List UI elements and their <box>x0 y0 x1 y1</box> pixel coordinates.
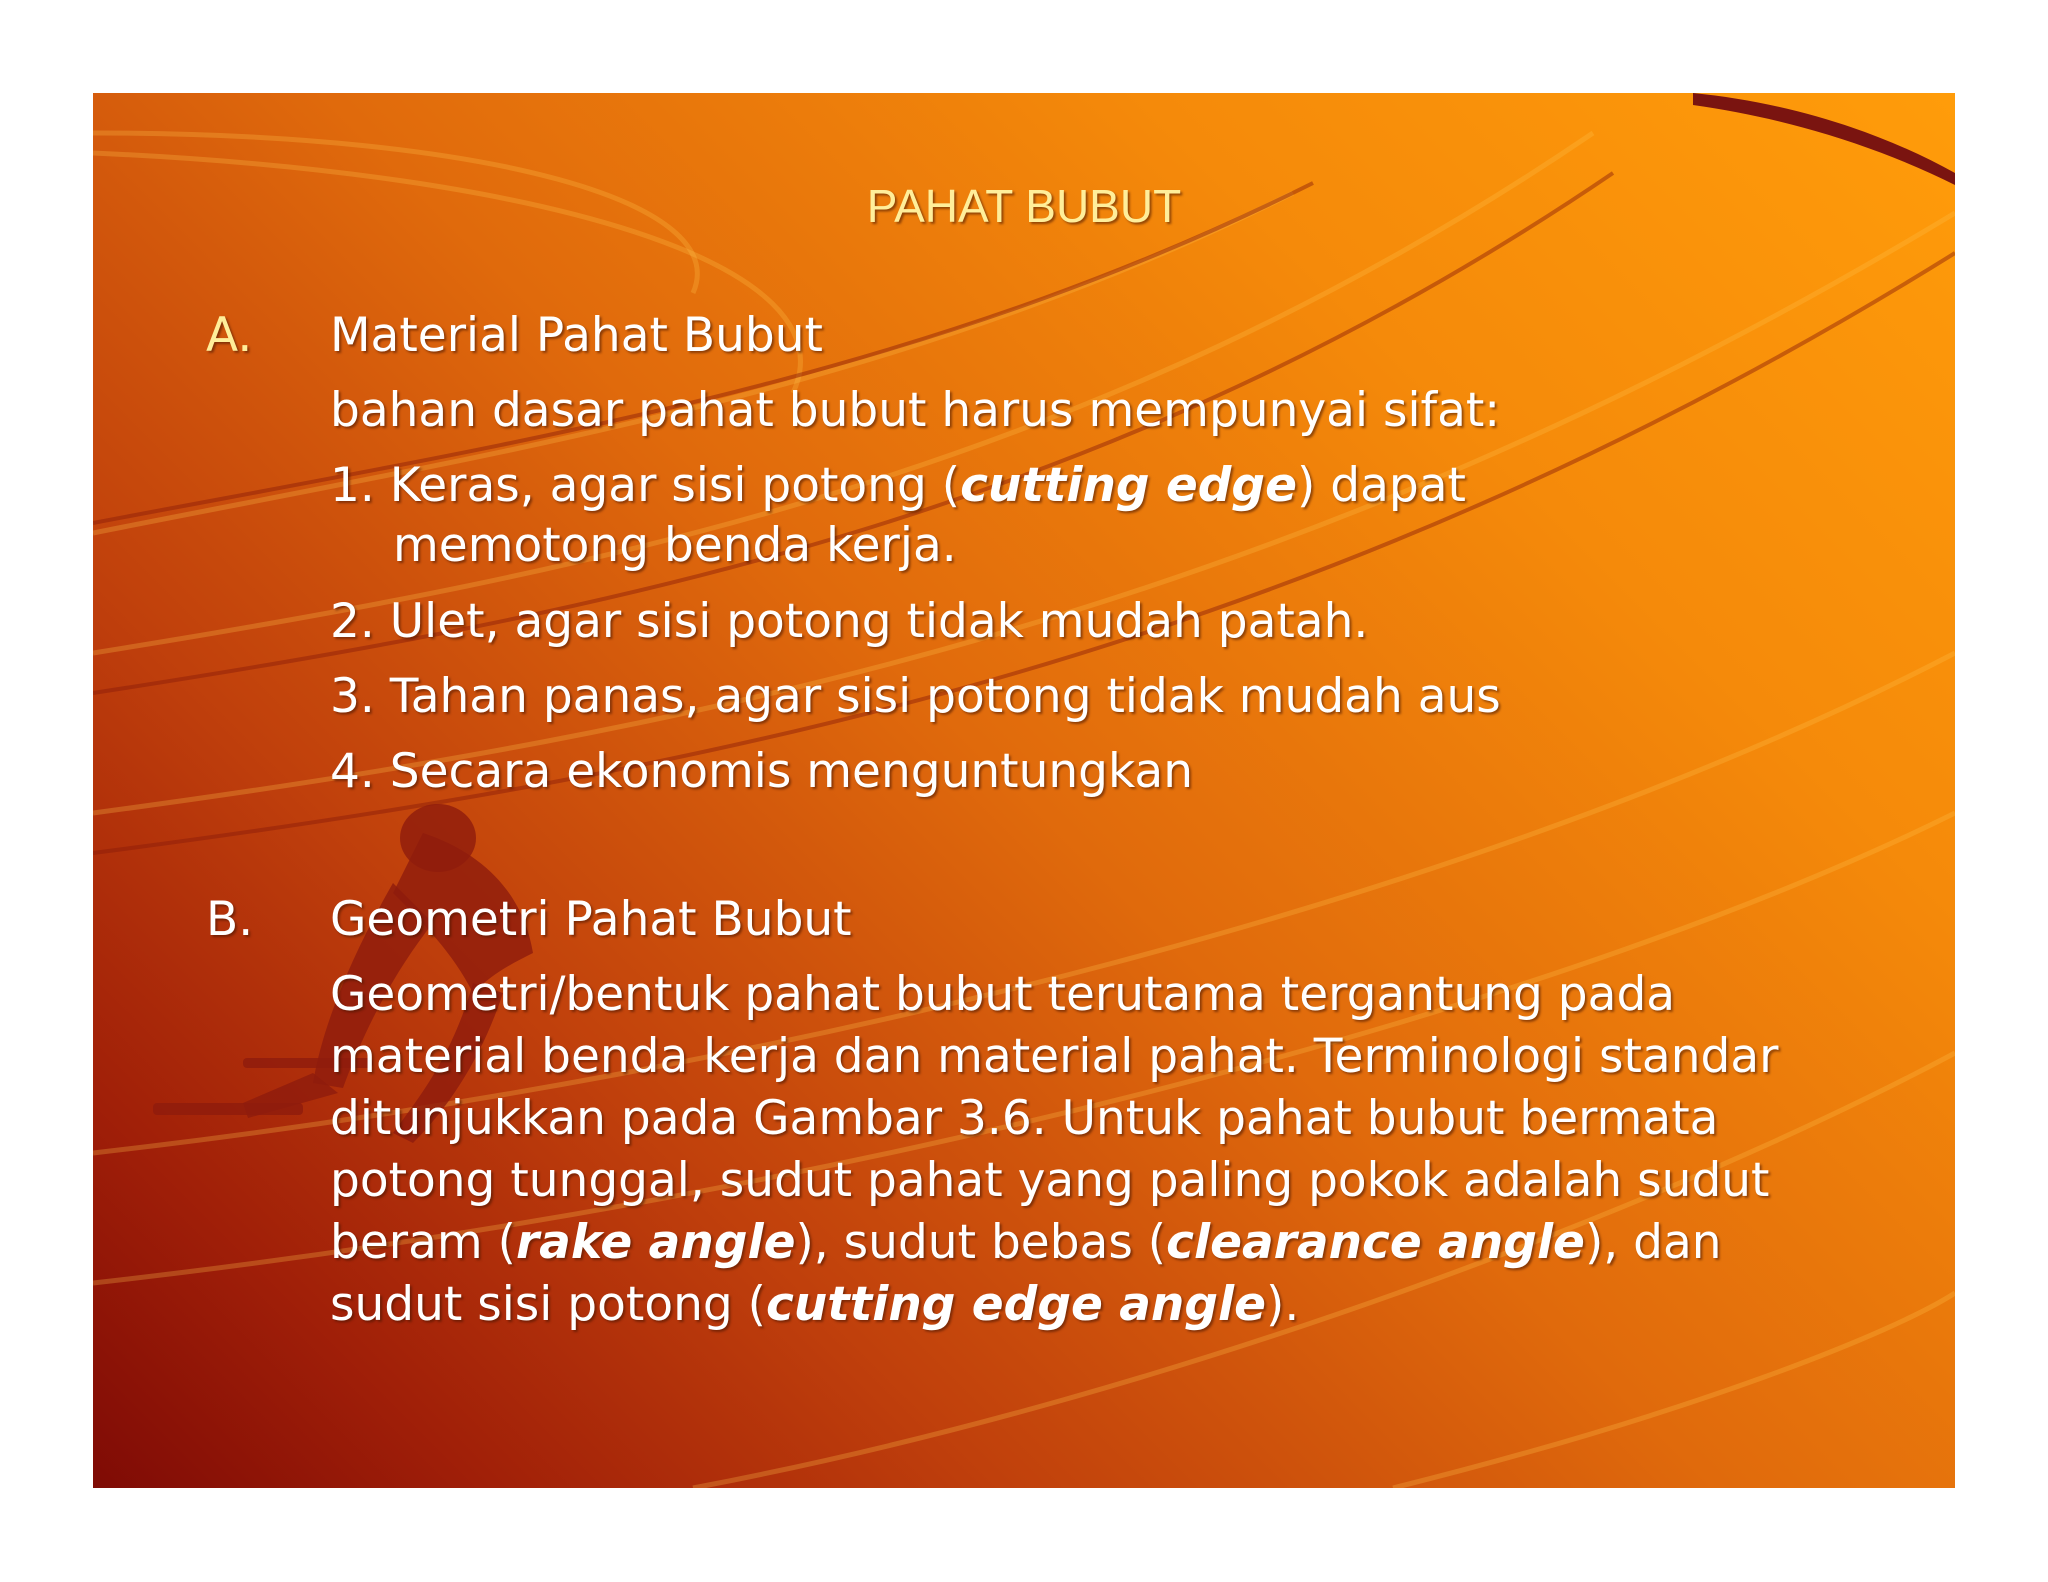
list-item-1 <box>330 455 1466 517</box>
section-a-heading: Material Pahat Bubut <box>330 308 823 363</box>
list-item-1-continued: memotong benda kerja. <box>393 518 957 573</box>
section-b-marker: B. <box>206 892 254 947</box>
term-cutting-edge-angle: cutting edge angle <box>765 1277 1267 1332</box>
list-item-4: 4. Secara ekonomis menguntungkan <box>330 744 1193 799</box>
section-b-heading: Geometri Pahat Bubut <box>330 892 852 947</box>
section-a-marker: A. <box>206 308 253 363</box>
list-item-1-text: 1. Keras, agar sisi potong ( <box>330 458 961 513</box>
list-item-3: 3. Tahan panas, agar sisi potong tidak mudah aus <box>330 669 1501 724</box>
term-rake-angle: rake angle <box>515 1215 796 1270</box>
section-b-paragraph <box>330 964 1830 1336</box>
list-item-1-term: cutting edge <box>960 458 1297 513</box>
slide <box>93 93 1955 1488</box>
list-item-2: 2. Ulet, agar sisi potong tidak mudah patah. <box>330 594 1369 649</box>
paragraph-text-2: ), sudut bebas ( <box>795 1215 1167 1270</box>
term-clearance-angle: clearance angle <box>1166 1215 1585 1270</box>
slide-title: PAHAT BUBUT <box>866 180 1182 232</box>
list-item-1-text-end: ) dapat <box>1296 458 1466 513</box>
paragraph-text-3: ), dan sudut sisi potong ( <box>330 1215 1722 1332</box>
section-a-intro: bahan dasar pahat bubut harus mempunyai sifat: <box>330 383 1501 438</box>
paragraph-text-4: ). <box>1266 1277 1300 1332</box>
paragraph-text-1: Geometri/bentuk pahat bubut terutama tergantung pada material benda kerja dan material pahat. Terminologi standar ditunjukkan pada Gambar 3.6. Untuk pahat bubut bermata potong tunggal, sudut pahat yang paling pokok adalah sudut beram ( <box>330 967 1779 1270</box>
